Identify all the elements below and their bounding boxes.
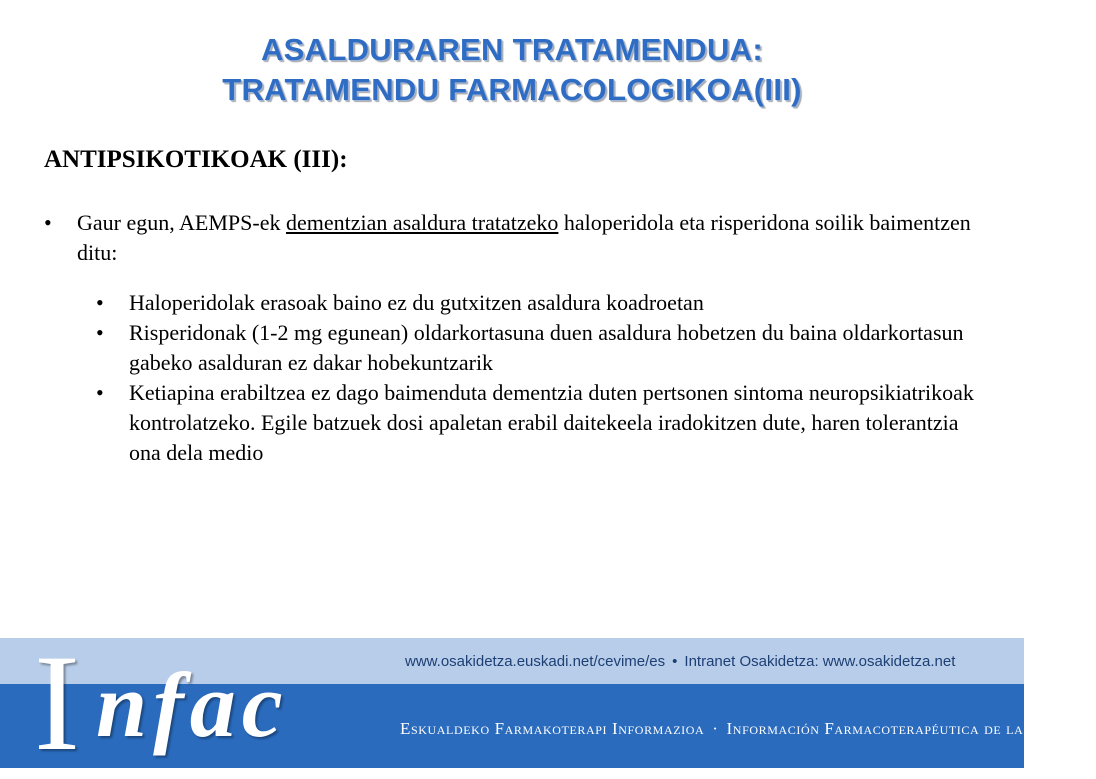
bullet-marker: • xyxy=(44,210,52,235)
infac-logo-initial: I xyxy=(34,626,80,779)
footer-tagline xyxy=(400,719,1096,739)
sub-bullet-text: Risperidonak (1-2 mg egunean) oldarkortasuna duen asaldura hobetzen du baina oldarkortasun gabeko asalduran ez dakar hobekuntzarik xyxy=(129,320,964,375)
section-heading: ANTIPSIKOTIKOAK (III): xyxy=(44,146,348,173)
link-separator: • xyxy=(672,653,678,670)
slide-title xyxy=(0,30,1024,110)
intro-text-before: Gaur egun, AEMPS-ek xyxy=(77,210,286,235)
intro-text-after: haloperidola eta risperidona soilik baimentzen ditu: xyxy=(77,210,971,265)
bullet-marker: • xyxy=(96,320,104,345)
infac-logo-rest: nfac xyxy=(96,654,289,756)
intranet-link[interactable]: Intranet Osakidetza: www.osakidetza.net xyxy=(684,653,956,670)
bullet-marker: • xyxy=(96,290,104,315)
cevime-link[interactable]: www.osakidetza.euskadi.net/cevime/es xyxy=(405,653,666,670)
tagline-spanish: Información Farmacoterapéutica de la Comarca xyxy=(726,719,1096,738)
slide-title-line-2: TRATAMENDU FARMACOLOGIKOA(III) xyxy=(222,72,802,107)
sub-bullet-text: Ketiapina erabiltzea ez dago baimenduta dementzia duten pertsonen sintoma neuropsikiatrikoak kontrolatzeko. Egile batzuek dosi apaletan erabil daitekeela iradokitzen dute, haren tolerantzia ona dela medio xyxy=(129,380,974,465)
tagline-separator: · xyxy=(712,719,719,738)
intro-text-underlined: dementzian asaldura tratatzeko xyxy=(285,210,559,235)
footer-banner xyxy=(0,626,1096,779)
bullet-marker: • xyxy=(96,380,104,405)
footer-links xyxy=(405,653,955,670)
intro-text xyxy=(77,208,974,268)
sub-bullet-item-haloperidol xyxy=(96,288,976,318)
intro-bullet-item xyxy=(44,208,974,268)
tagline-basque: Eskualdeko Farmakoterapi Informazioa xyxy=(400,719,705,738)
slide-title-line-1: ASALDURAREN TRATAMENDUA: xyxy=(260,32,763,67)
sub-bullet-item-quetiapine xyxy=(96,378,976,468)
sub-bullet-text: Haloperidolak erasoak baino ez du gutxitzen asaldura koadroetan xyxy=(129,290,704,315)
sub-bullet-list xyxy=(96,288,976,468)
sub-bullet-item-risperidone xyxy=(96,318,976,378)
